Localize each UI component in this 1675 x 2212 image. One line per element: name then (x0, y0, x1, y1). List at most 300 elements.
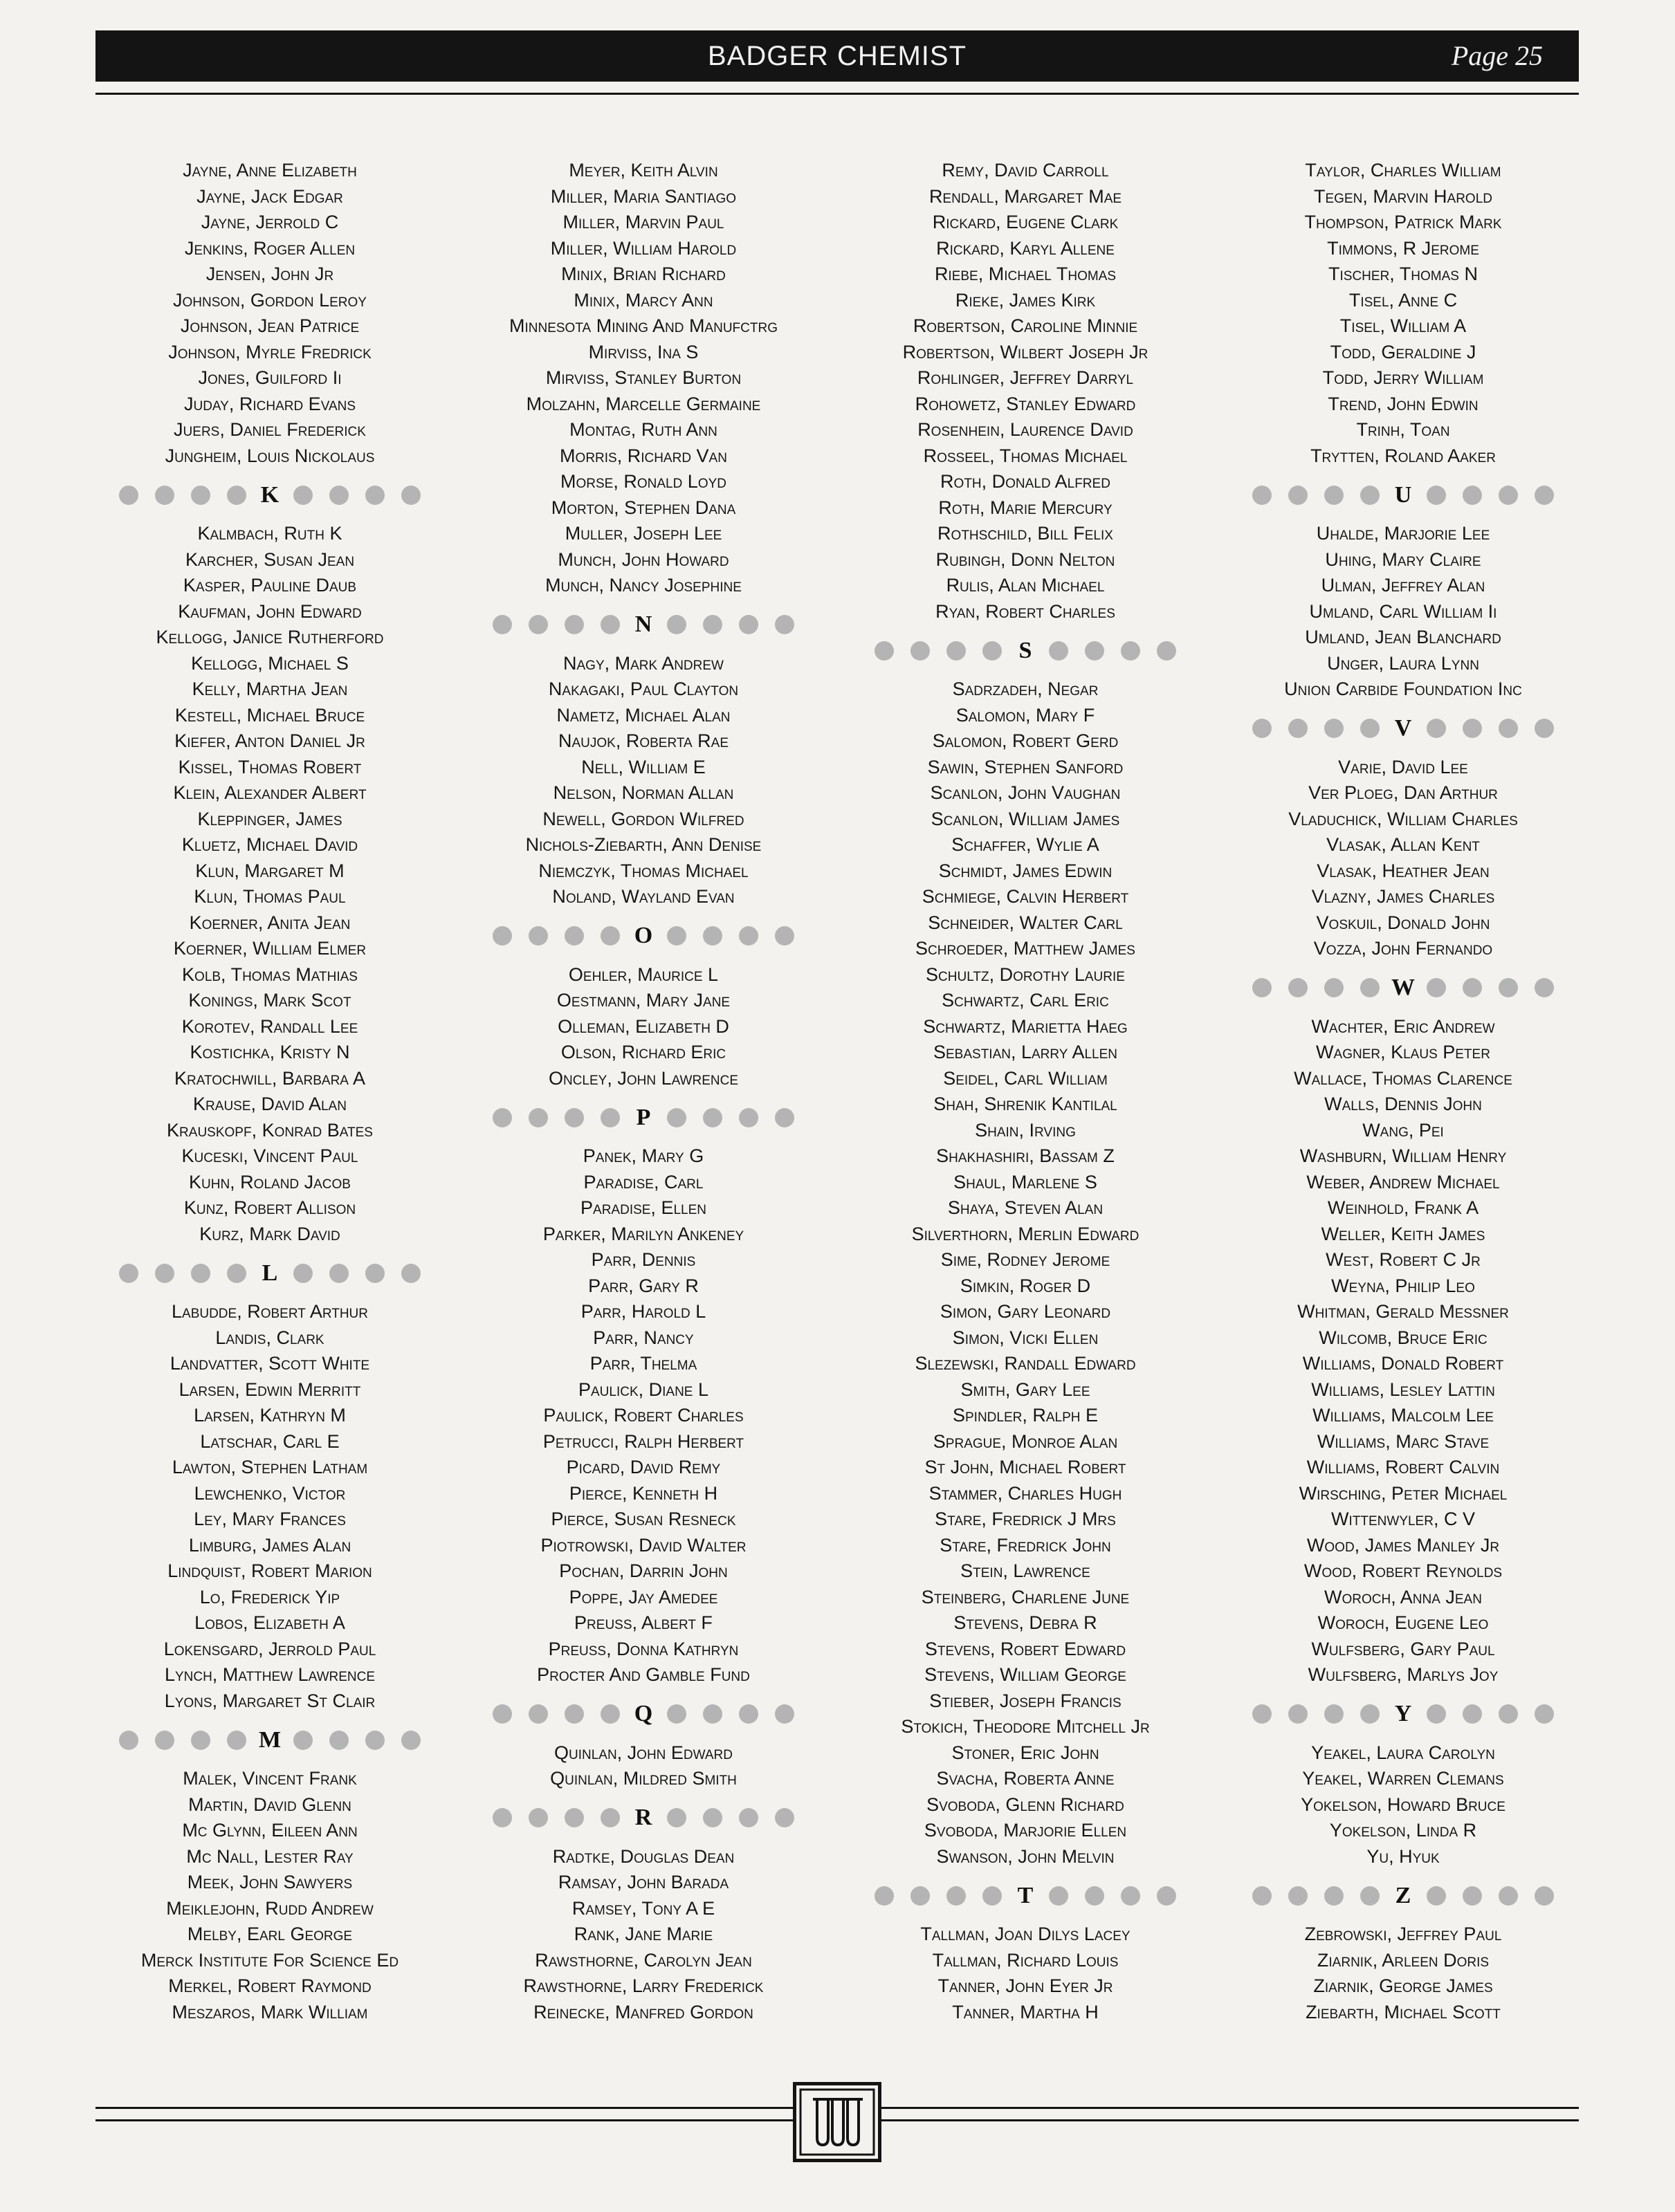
donor-name: Morris, Richard Van (560, 445, 727, 466)
donor-name: Miller, William Harold (550, 237, 737, 259)
divider-dot (401, 1731, 421, 1750)
donor-name: Washburn, William Henry (1299, 1145, 1507, 1166)
divider-dot (739, 615, 758, 634)
divider-dot (875, 641, 894, 661)
donor-name: Klun, Thomas Paul (194, 886, 346, 907)
donor-name: St John, Michael Robert (924, 1457, 1126, 1477)
divider-dot (493, 615, 512, 634)
donor-name: Mirviss, Stanley Burton (545, 367, 742, 388)
donor-name: Shain, Irving (975, 1119, 1076, 1141)
donor-name: Williams, Donald Robert (1302, 1353, 1504, 1374)
donor-name: Paradise, Ellen (580, 1197, 706, 1218)
section-letter: L (262, 1260, 278, 1286)
divider-dot (565, 1704, 584, 1724)
divider-dot (982, 641, 1002, 661)
divider-dots-left (493, 615, 620, 634)
donor-name: Parr, Harold L (580, 1301, 706, 1322)
divider-dot (227, 1264, 246, 1283)
divider-dot (401, 1264, 421, 1283)
section-letter: M (258, 1726, 282, 1753)
donor-name: Wirsching, Peter Michael (1299, 1482, 1508, 1504)
donor-name: Williams, Marc Stave (1317, 1430, 1490, 1452)
divider-dot (667, 615, 686, 634)
donor-name: Kellogg, Michael S (191, 652, 349, 674)
donor-name: Yeakel, Warren Clemans (1302, 1768, 1504, 1789)
donor-name: Newell, Gordon Wilfred (542, 808, 744, 829)
donor-name: Miller, Marvin Paul (562, 212, 724, 232)
donor-name: Stieber, Joseph Francis (929, 1690, 1122, 1711)
donor-name: Rickard, Karyl Allene (936, 237, 1115, 259)
divider-dot (191, 1264, 210, 1283)
divider-dot (1324, 1886, 1344, 1906)
divider-dots-left (493, 1808, 620, 1827)
donor-name: Roth, Marie Mercury (938, 497, 1113, 518)
donor-name: Munch, Nancy Josephine (545, 575, 742, 596)
donor-name: Schroeder, Matthew James (915, 938, 1135, 959)
divider-dot (775, 1808, 794, 1827)
donor-name: Labudde, Robert Arthur (172, 1301, 368, 1322)
divider-dots-right (667, 1108, 794, 1127)
letter-section-divider (457, 1091, 830, 1143)
letter-section-divider (457, 599, 830, 651)
donor-name: Stammer, Charles Hugh (928, 1482, 1122, 1504)
divider-dot (155, 486, 174, 505)
divider-dot (1360, 1704, 1380, 1724)
donor-name: Preuss, Albert F (574, 1612, 713, 1633)
donor-name: Klun, Margaret M (195, 860, 345, 881)
donor-name: Umland, Carl William Ii (1309, 600, 1497, 622)
donor-name: Tallman, Joan Dilys Lacey (920, 1924, 1131, 1944)
divider-dot (1499, 486, 1518, 505)
donor-name: Wulfsberg, Marlys Joy (1308, 1664, 1499, 1685)
divider-dot (775, 1704, 794, 1724)
divider-dots-right (1049, 1886, 1176, 1906)
donor-name: Williams, Lesley Lattin (1311, 1379, 1495, 1400)
donor-name: Schmidt, James Edwin (938, 860, 1113, 881)
letter-section-divider (1216, 469, 1590, 521)
donor-name: Rohlinger, Jeffrey Darryl (917, 367, 1134, 388)
divider-dot (1463, 1704, 1482, 1724)
divider-dot (1463, 486, 1482, 505)
donor-name: Nichols-Ziebarth, Ann Denise (525, 834, 762, 855)
donor-name: Rulis, Alan Michael (946, 575, 1105, 596)
divider-dot (1324, 1704, 1344, 1724)
donor-name: Kunz, Robert Allison (183, 1197, 356, 1218)
divider-dot (1288, 978, 1308, 997)
divider-dot (1360, 978, 1380, 997)
donor-name: Svoboda, Glenn Richard (926, 1794, 1124, 1815)
donor-name: Stevens, Debra R (953, 1612, 1097, 1633)
donor-name: Kuceski, Vincent Paul (181, 1145, 358, 1166)
donor-name: Kolb, Thomas Mathias (182, 964, 358, 985)
donor-name: Uhalde, Marjorie Lee (1316, 523, 1490, 544)
divider-dots-right (293, 1264, 421, 1283)
donor-name: Ryan, Robert Charles (935, 600, 1115, 622)
divider-dots-left (1252, 978, 1380, 997)
donor-name: Meyer, Keith Alvin (569, 160, 718, 181)
donor-name: Radtke, Douglas Dean (552, 1845, 735, 1867)
donor-name: Johnson, Myrle Fredrick (168, 341, 372, 362)
test-tubes-logo-icon (793, 2082, 881, 2162)
divider-dots-right (293, 486, 421, 505)
donor-name: Scanlon, John Vaughan (930, 782, 1121, 803)
donor-name: Procter And Gamble Fund (537, 1664, 750, 1685)
divider-dots-right (1427, 486, 1554, 505)
divider-dot (119, 486, 138, 505)
divider-dot (365, 1731, 385, 1750)
donor-name: Riebe, Michael Thomas (934, 264, 1117, 284)
donor-name: Montag, Ruth Ann (569, 419, 717, 440)
divider-dots-right (1427, 1704, 1554, 1724)
donor-name: Tisel, Anne C (1348, 289, 1458, 311)
donor-column-2 (457, 158, 830, 2025)
donor-name: Olson, Richard Eric (560, 1042, 726, 1062)
divider-dot (1324, 719, 1344, 738)
divider-dot (1360, 1886, 1380, 1906)
divider-dot (119, 1264, 138, 1283)
donor-name: Minnesota Mining And Manufctrg (509, 315, 778, 336)
donor-name: Tanner, John Eyer Jr (937, 1975, 1113, 1996)
divider-dots-right (1049, 641, 1176, 661)
donor-name: Koerner, Anita Jean (189, 912, 351, 933)
divider-dot (667, 926, 686, 946)
divider-dot (1463, 719, 1482, 738)
letter-section-divider (83, 469, 457, 521)
divider-dot (1427, 1704, 1446, 1724)
donor-name: Juers, Daniel Frederick (174, 419, 366, 440)
donor-name: Kiefer, Anton Daniel Jr (174, 730, 365, 751)
donor-name: Rubingh, Donn Nelton (935, 549, 1115, 570)
donor-name: Schmiege, Calvin Herbert (922, 886, 1129, 907)
divider-dot (601, 926, 620, 946)
donor-name: Kalmbach, Ruth K (197, 523, 342, 544)
donor-name: Rohowetz, Stanley Edward (915, 393, 1136, 414)
donor-name: Uhing, Mary Claire (1325, 549, 1481, 570)
divider-dot (982, 1886, 1002, 1906)
letter-section-divider (839, 1870, 1212, 1921)
divider-dot (565, 1808, 584, 1827)
donor-name: Tegen, Marvin Harold (1313, 185, 1493, 207)
donor-name: Parr, Gary R (588, 1275, 699, 1296)
donor-name: Taylor, Charles William (1305, 160, 1501, 181)
donor-name: Tallman, Richard Louis (932, 1949, 1119, 1971)
divider-dot (493, 1704, 512, 1724)
donor-name: Schaffer, Wylie A (951, 834, 1099, 855)
donor-name: Muller, Joseph Lee (565, 523, 722, 544)
divider-dot (1427, 978, 1446, 997)
donor-name: Yokelson, Linda R (1329, 1820, 1477, 1841)
divider-dots-right (1427, 1886, 1554, 1906)
donor-name: Shah, Shrenik Kantilal (933, 1094, 1117, 1114)
donor-name: Robertson, Wilbert Joseph Jr (902, 341, 1148, 362)
donor-name: Rawsthorne, Larry Frederick (523, 1975, 764, 1996)
donor-name: Nell, William E (581, 756, 706, 777)
header-rule (95, 93, 1579, 95)
donor-name: Simkin, Roger D (960, 1275, 1091, 1296)
donor-name: Lobos, Elizabeth A (194, 1612, 345, 1633)
donor-name: Rieke, James Kirk (955, 289, 1096, 311)
donor-name: Jayne, Jerrold C (201, 212, 339, 232)
donor-name: Schwartz, Carl Eric (942, 990, 1109, 1011)
donor-name: Robertson, Caroline Minnie (913, 315, 1138, 336)
divider-dot (1499, 1886, 1518, 1906)
letter-section-divider (83, 1247, 457, 1299)
letter-section-divider (1216, 1870, 1590, 1921)
donor-name: Sebastian, Larry Allen (933, 1042, 1117, 1062)
divider-dot (529, 1108, 548, 1127)
divider-dot (119, 1731, 138, 1750)
divider-dot (910, 641, 930, 661)
donor-name: Roth, Donald Alfred (940, 471, 1110, 492)
donor-name: Panek, Mary G (583, 1145, 704, 1166)
divider-dot (739, 1704, 758, 1724)
donor-name: Martin, David Glenn (188, 1794, 351, 1815)
divider-dots-right (667, 926, 794, 946)
letter-section-divider (457, 910, 830, 962)
divider-dot (1324, 486, 1344, 505)
newsletter-title: BADGER CHEMIST (707, 41, 967, 71)
divider-dot (1121, 641, 1140, 661)
donor-name: Quinlan, John Edward (554, 1742, 733, 1763)
donor-name: Oehler, Maurice L (568, 964, 719, 985)
donor-name: Vlazny, James Charles (1311, 886, 1495, 907)
donor-name: Jones, Guilford Ii (198, 367, 342, 388)
donor-name: Vozza, John Fernando (1313, 938, 1493, 959)
donor-name: Poppe, Jay Amedee (569, 1586, 718, 1607)
divider-dot (1252, 978, 1272, 997)
donor-name: Wallace, Thomas Clarence (1294, 1067, 1512, 1089)
donor-name: Trytten, Roland Aaker (1310, 445, 1496, 466)
donor-name: Minix, Brian Richard (561, 264, 726, 284)
donor-name: Jensen, John Jr (205, 264, 334, 284)
divider-dot (667, 1808, 686, 1827)
divider-dot (703, 1108, 722, 1127)
donor-name: Paradise, Carl (583, 1171, 704, 1192)
donor-name: Weyna, Philip Leo (1331, 1275, 1475, 1296)
divider-dot (227, 486, 246, 505)
donor-column-3 (839, 158, 1212, 2025)
divider-dot (775, 926, 794, 946)
divider-dot (1085, 641, 1104, 661)
donor-name: Salomon, Robert Gerd (932, 730, 1119, 751)
donor-name: Wachter, Eric Andrew (1311, 1015, 1495, 1037)
divider-dot (529, 926, 548, 946)
donor-name: Whitman, Gerald Messner (1297, 1301, 1509, 1322)
divider-dot (1535, 486, 1554, 505)
donor-name: Paulick, Robert Charles (543, 1405, 744, 1426)
divider-dot (565, 1108, 584, 1127)
donor-name: Kellogg, Janice Rutherford (156, 627, 384, 647)
section-letter: Q (634, 1701, 653, 1726)
donor-name: Walls, Dennis John (1324, 1094, 1482, 1114)
divider-dot (565, 926, 584, 946)
divider-dot (1427, 719, 1446, 738)
divider-dots-left (119, 486, 246, 505)
donor-name: Rank, Jane Marie (574, 1924, 713, 1944)
donor-name: Meiklejohn, Rudd Andrew (166, 1897, 374, 1919)
donor-name: Vlasak, Heather Jean (1317, 860, 1490, 881)
donor-name: Pochan, Darrin John (559, 1560, 728, 1581)
divider-dot (601, 1704, 620, 1724)
donor-name: Todd, Jerry William (1322, 367, 1484, 388)
donor-name: Williams, Robert Calvin (1306, 1457, 1500, 1477)
divider-dot (529, 1704, 548, 1724)
divider-dot (329, 486, 349, 505)
divider-dot (293, 1264, 313, 1283)
divider-dot (703, 615, 722, 634)
divider-dot (1288, 1886, 1308, 1906)
donor-name: Olleman, Elizabeth D (558, 1015, 729, 1037)
divider-dot (1427, 486, 1446, 505)
divider-dot (493, 926, 512, 946)
divider-dot (946, 1886, 966, 1906)
divider-dot (1157, 1886, 1176, 1906)
divider-dots-left (493, 926, 620, 946)
donor-name: Mc Glynn, Eileen Ann (182, 1820, 358, 1841)
donor-name: Oncley, John Lawrence (548, 1067, 738, 1089)
donor-name: Landis, Clark (215, 1327, 324, 1348)
divider-dot (1288, 486, 1308, 505)
donor-name: Schneider, Walter Carl (928, 912, 1123, 933)
donor-name: Pierce, Kenneth H (569, 1482, 718, 1504)
donor-name: Williams, Malcolm Lee (1312, 1405, 1494, 1426)
donor-name: Schultz, Dorothy Laurie (926, 964, 1125, 985)
donor-name: Wittenwyler, C V (1331, 1509, 1475, 1529)
donor-name: Rickard, Eugene Clark (932, 212, 1119, 232)
donor-name: Noland, Wayland Evan (552, 886, 735, 907)
section-letter: R (634, 1805, 652, 1830)
page-number: Page 25 (1451, 40, 1543, 71)
donor-name: Stevens, William George (924, 1664, 1126, 1685)
divider-dot (1252, 719, 1272, 738)
donor-name: Yu, Hyuk (1366, 1845, 1440, 1867)
divider-dot (875, 1886, 894, 1906)
divider-dots-left (119, 1731, 246, 1750)
divider-dot (529, 1808, 548, 1827)
divider-dots-left (1252, 1886, 1380, 1906)
divider-dot (191, 486, 210, 505)
donor-name: Lynch, Matthew Lawrence (164, 1664, 376, 1685)
donor-name: Wang, Pei (1362, 1119, 1444, 1141)
donor-name: Morton, Stephen Dana (551, 497, 736, 518)
donor-name: Rothschild, Bill Felix (937, 523, 1113, 544)
divider-dots-right (1427, 719, 1554, 738)
donor-name: Meek, John Sawyers (187, 1872, 353, 1892)
donor-name: Yokelson, Howard Bruce (1301, 1794, 1505, 1815)
donor-name: Larsen, Edwin Merritt (179, 1379, 361, 1400)
donor-name: Reinecke, Manfred Gordon (533, 2001, 753, 2022)
letter-section-divider (457, 1688, 830, 1740)
section-letter: P (636, 1104, 651, 1130)
divider-dot (1288, 719, 1308, 738)
divider-dot (155, 1264, 174, 1283)
donor-name: Parr, Nancy (593, 1327, 694, 1348)
donor-name: Vladuchick, William Charles (1288, 808, 1518, 829)
donor-name: Jayne, Anne Elizabeth (183, 160, 357, 181)
donor-name: Weber, Andrew Michael (1306, 1171, 1500, 1192)
donor-name: Lo, Frederick Yip (199, 1586, 340, 1607)
donor-name: Woroch, Anna Jean (1324, 1586, 1482, 1607)
divider-dot (1535, 1704, 1554, 1724)
donor-name: Petrucci, Ralph Herbert (542, 1430, 744, 1452)
donor-name: Kelly, Martha Jean (192, 679, 348, 699)
section-letter: O (634, 923, 653, 948)
donor-name: Stokich, Theodore Mitchell Jr (901, 1716, 1150, 1737)
donor-name: Shaya, Steven Alan (947, 1197, 1104, 1218)
divider-dot (1360, 486, 1380, 505)
letter-section-divider (839, 625, 1212, 676)
donor-name: Naujok, Roberta Rae (558, 730, 729, 751)
donor-name: Konings, Mark Scot (188, 990, 351, 1011)
page-header (95, 30, 1579, 82)
donor-name: Sawin, Stephen Sanford (927, 756, 1124, 777)
divider-dot (1499, 719, 1518, 738)
donor-name: Jayne, Jack Edgar (196, 185, 343, 207)
letter-section-divider (1216, 962, 1590, 1014)
donor-name: Rawsthorne, Carolyn Jean (535, 1949, 752, 1971)
donor-name: Koerner, William Elmer (173, 938, 367, 959)
donor-name: Kostichka, Kristy N (190, 1042, 350, 1062)
donor-name: Wagner, Klaus Peter (1316, 1042, 1490, 1062)
divider-dot (329, 1731, 349, 1750)
divider-dot (365, 486, 385, 505)
divider-dot (703, 1704, 722, 1724)
donor-name: Tanner, Martha H (952, 2001, 1099, 2022)
divider-dot (775, 615, 794, 634)
section-letter: V (1394, 715, 1412, 741)
divider-dot (293, 1731, 313, 1750)
donor-name: Swanson, John Melvin (936, 1845, 1115, 1867)
divider-dots-right (667, 615, 794, 634)
divider-dots-right (667, 1808, 794, 1827)
donor-name: Malek, Vincent Frank (183, 1768, 357, 1789)
donor-name: Morse, Ronald Loyd (560, 471, 726, 492)
donor-name: Piotrowski, David Walter (540, 1534, 747, 1556)
donor-name: Stare, Fredrick J Mrs (935, 1509, 1116, 1529)
donor-name: Kaufman, John Edward (178, 600, 362, 622)
divider-dot (1049, 641, 1068, 661)
divider-dot (1252, 1704, 1272, 1724)
divider-dot (739, 1808, 758, 1827)
donor-name: Trinh, Toan (1356, 419, 1450, 440)
donor-name: Trend, John Edwin (1328, 393, 1479, 414)
donor-name: Stare, Fredrick John (940, 1534, 1111, 1556)
donor-name: West, Robert C Jr (1326, 1249, 1481, 1270)
donor-name: Lindquist, Robert Marion (167, 1560, 372, 1581)
donor-name: Weller, Keith James (1321, 1223, 1485, 1244)
donor-name: Lokensgard, Jerrold Paul (163, 1638, 376, 1659)
donor-name: Simon, Vicki Ellen (952, 1327, 1099, 1348)
divider-dot (1288, 1704, 1308, 1724)
donor-name: Miller, Maria Santiago (550, 185, 737, 207)
donor-name: Parr, Dennis (591, 1249, 696, 1270)
donor-name: Korotev, Randall Lee (181, 1015, 358, 1037)
donor-name: Juday, Richard Evans (183, 393, 356, 414)
donor-name: Meszaros, Mark William (172, 2001, 368, 2022)
section-letter: S (1018, 637, 1032, 663)
donor-name: Simon, Gary Leonard (940, 1301, 1111, 1322)
donor-name: Union Carbide Foundation Inc (1284, 679, 1522, 699)
section-letter: K (260, 481, 280, 508)
donor-name: Yeakel, Laura Carolyn (1311, 1742, 1495, 1763)
donor-name: Kurz, Mark David (199, 1223, 340, 1244)
divider-dot (155, 1731, 174, 1750)
donor-name: Scanlon, William James (931, 808, 1120, 829)
donor-name: Timmons, R Jerome (1327, 237, 1479, 259)
donor-name: Nakagaki, Paul Clayton (548, 679, 739, 699)
divider-dots-left (1252, 1704, 1380, 1724)
section-letter: U (1394, 481, 1412, 508)
